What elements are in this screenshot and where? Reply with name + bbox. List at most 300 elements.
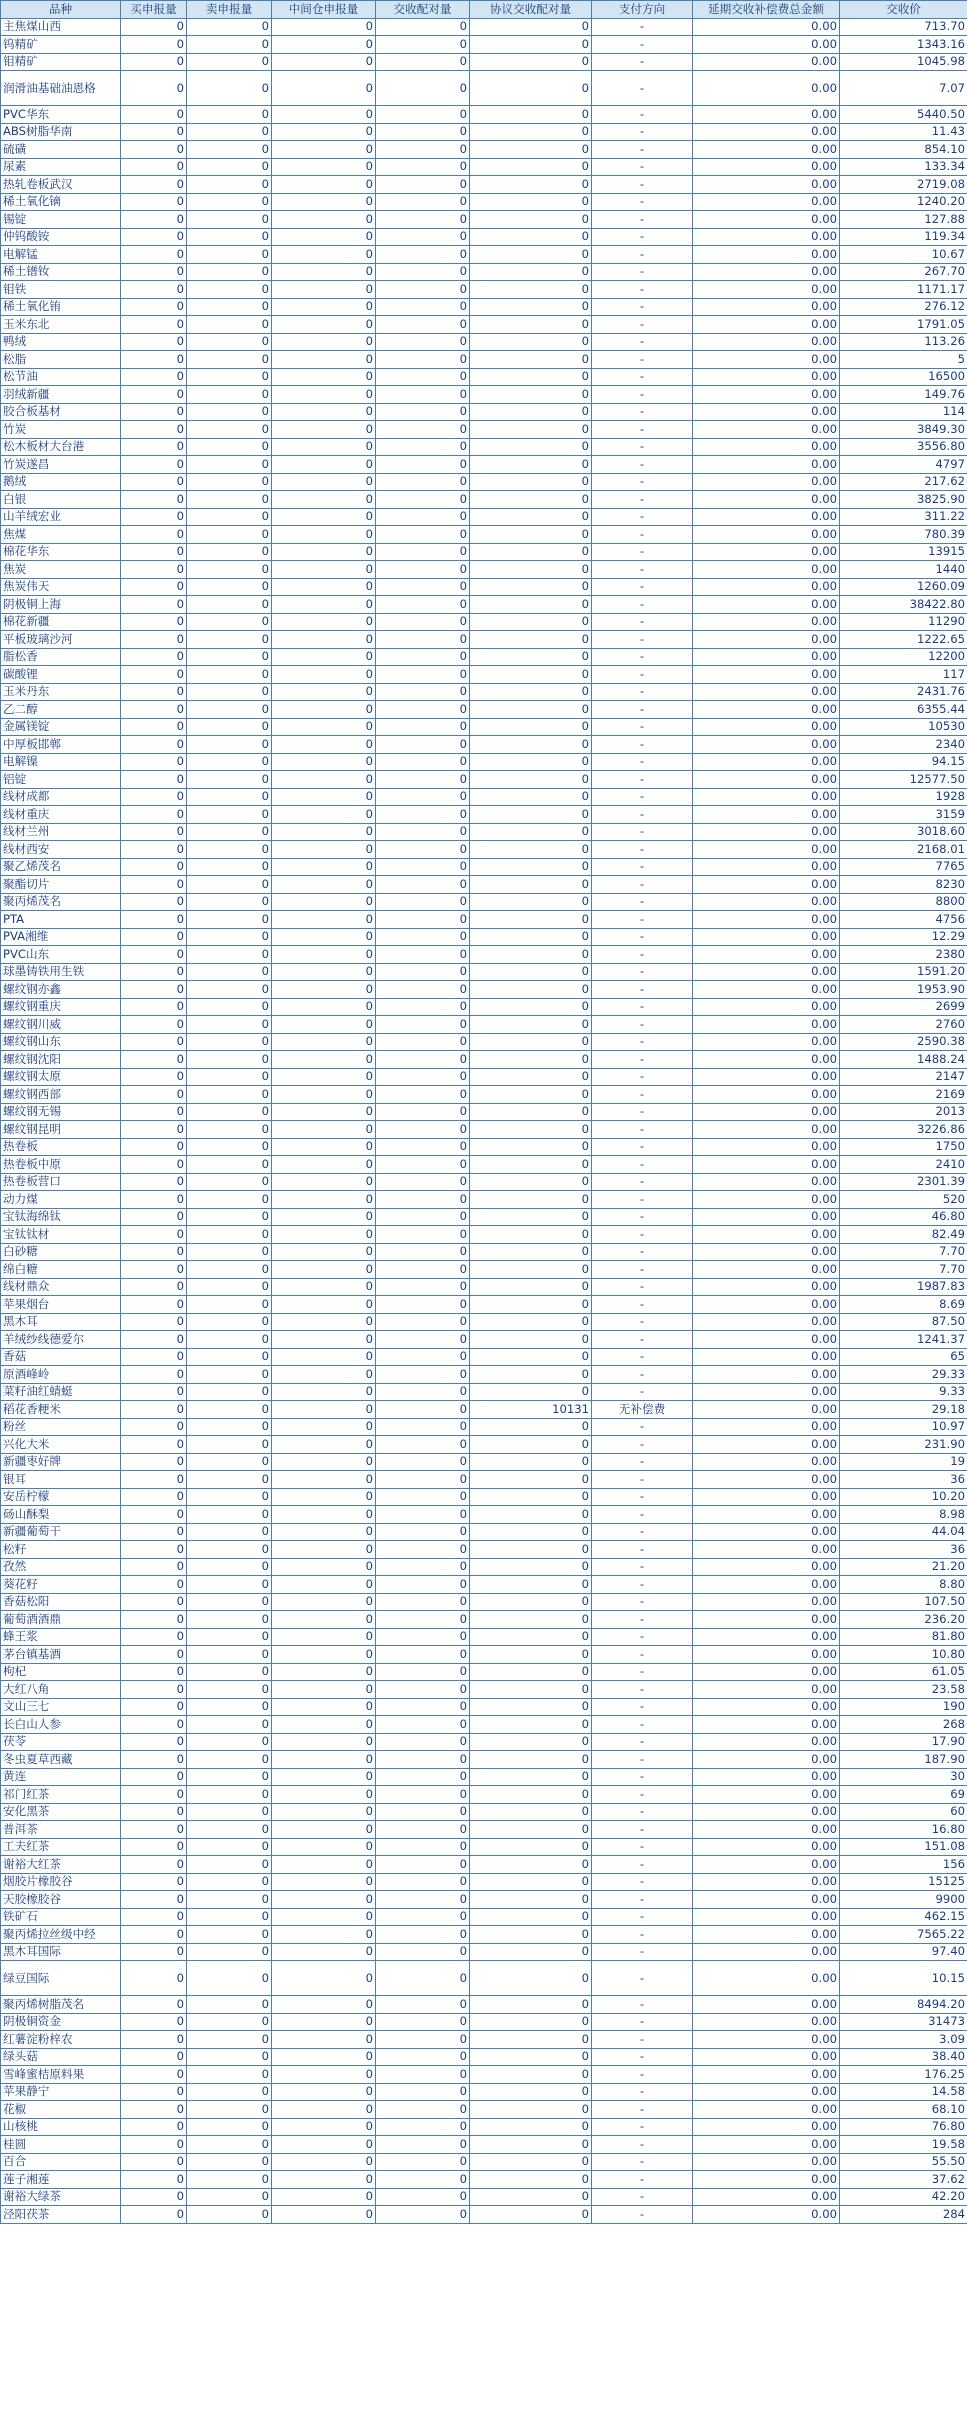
- cell-intermediate-volume: 0: [272, 2031, 376, 2049]
- cell-delivery-price: 29.18: [840, 1401, 967, 1419]
- cell-intermediate-volume: 0: [272, 2101, 376, 2119]
- cell-sell-volume: 0: [187, 2136, 272, 2154]
- table-row: [1, 666, 967, 684]
- cell-payment-direction: -: [592, 508, 693, 526]
- cell-variety: 螺纹钢川威: [1, 1016, 121, 1034]
- cell-delivery-price: 1171.17: [840, 281, 967, 299]
- table-row: [1, 123, 967, 141]
- cell-deferred-compensation-total: 0.00: [693, 1208, 840, 1226]
- cell-intermediate-volume: 0: [272, 1313, 376, 1331]
- cell-payment-direction: -: [592, 1786, 693, 1804]
- cell-deferred-compensation-total: 0.00: [693, 1488, 840, 1506]
- cell-payment-direction: -: [592, 788, 693, 806]
- cell-deferred-compensation-total: 0.00: [693, 228, 840, 246]
- cell-deferred-compensation-total: 0.00: [693, 998, 840, 1016]
- cell-delivery-price: 6355.44: [840, 701, 967, 719]
- cell-deferred-compensation-total: 0.00: [693, 841, 840, 859]
- cell-sell-volume: 0: [187, 1943, 272, 1961]
- cell-buy-volume: 0: [121, 1383, 187, 1401]
- cell-payment-direction: -: [592, 543, 693, 561]
- cell-intermediate-volume: 0: [272, 858, 376, 876]
- cell-intermediate-volume: 0: [272, 1296, 376, 1314]
- cell-buy-volume: 0: [121, 578, 187, 596]
- cell-buy-volume: 0: [121, 1103, 187, 1121]
- cell-buy-volume: 0: [121, 123, 187, 141]
- cell-matched-volume: 0: [376, 1891, 470, 1909]
- cell-deferred-compensation-total: 0.00: [693, 648, 840, 666]
- cell-buy-volume: 0: [121, 176, 187, 194]
- table-row: [1, 473, 967, 491]
- cell-payment-direction: -: [592, 438, 693, 456]
- cell-deferred-compensation-total: 0.00: [693, 263, 840, 281]
- cell-delivery-price: 268: [840, 1716, 967, 1734]
- cell-intermediate-volume: 0: [272, 36, 376, 54]
- cell-agreement-matched-volume: 0: [470, 1278, 592, 1296]
- cell-variety: 热卷板中原: [1, 1156, 121, 1174]
- cell-deferred-compensation-total: 0.00: [693, 351, 840, 369]
- cell-variety: 松籽: [1, 1541, 121, 1559]
- cell-agreement-matched-volume: 0: [470, 841, 592, 859]
- cell-sell-volume: 0: [187, 1768, 272, 1786]
- cell-delivery-price: 16500: [840, 368, 967, 386]
- cell-payment-direction: -: [592, 631, 693, 649]
- cell-delivery-price: 267.70: [840, 263, 967, 281]
- cell-variety: 线材兰州: [1, 823, 121, 841]
- cell-intermediate-volume: 0: [272, 421, 376, 439]
- cell-matched-volume: 0: [376, 176, 470, 194]
- cell-agreement-matched-volume: 0: [470, 1698, 592, 1716]
- cell-sell-volume: 0: [187, 1628, 272, 1646]
- cell-intermediate-volume: 0: [272, 771, 376, 789]
- table-row: [1, 2048, 967, 2066]
- cell-sell-volume: 0: [187, 36, 272, 54]
- cell-agreement-matched-volume: 0: [470, 666, 592, 684]
- cell-payment-direction: -: [592, 1593, 693, 1611]
- cell-agreement-matched-volume: 0: [470, 2013, 592, 2031]
- cell-sell-volume: 0: [187, 456, 272, 474]
- table-row: [1, 1453, 967, 1471]
- cell-variety: 谢裕大绿茶: [1, 2188, 121, 2206]
- cell-buy-volume: 0: [121, 1593, 187, 1611]
- cell-matched-volume: 0: [376, 368, 470, 386]
- cell-matched-volume: 0: [376, 2118, 470, 2136]
- cell-variety: 螺纹钢亦鑫: [1, 981, 121, 999]
- cell-delivery-price: 94.15: [840, 753, 967, 771]
- table-row: [1, 1908, 967, 1926]
- table-row: [1, 806, 967, 824]
- cell-intermediate-volume: 0: [272, 1418, 376, 1436]
- cell-matched-volume: 0: [376, 998, 470, 1016]
- table-row: [1, 228, 967, 246]
- cell-agreement-matched-volume: 0: [470, 106, 592, 124]
- cell-intermediate-volume: 0: [272, 1751, 376, 1769]
- cell-agreement-matched-volume: 0: [470, 596, 592, 614]
- cell-variety: 球墨铸铁用生铁: [1, 963, 121, 981]
- cell-buy-volume: 0: [121, 228, 187, 246]
- cell-variety: 稻花香粳米: [1, 1401, 121, 1419]
- cell-deferred-compensation-total: 0.00: [693, 2188, 840, 2206]
- table-row: [1, 683, 967, 701]
- cell-matched-volume: 0: [376, 508, 470, 526]
- cell-matched-volume: 0: [376, 1943, 470, 1961]
- cell-payment-direction: -: [592, 263, 693, 281]
- cell-deferred-compensation-total: 0.00: [693, 1383, 840, 1401]
- table-row: [1, 106, 967, 124]
- cell-payment-direction: -: [592, 211, 693, 229]
- table-row: [1, 1191, 967, 1209]
- cell-agreement-matched-volume: 0: [470, 176, 592, 194]
- cell-intermediate-volume: 0: [272, 1401, 376, 1419]
- cell-sell-volume: 0: [187, 1593, 272, 1611]
- table-row: [1, 36, 967, 54]
- table-row: [1, 823, 967, 841]
- cell-agreement-matched-volume: 0: [470, 508, 592, 526]
- cell-delivery-price: 236.20: [840, 1611, 967, 1629]
- cell-buy-volume: 0: [121, 1803, 187, 1821]
- cell-intermediate-volume: 0: [272, 2153, 376, 2171]
- cell-matched-volume: 0: [376, 1173, 470, 1191]
- table-row: [1, 1051, 967, 1069]
- cell-intermediate-volume: 0: [272, 71, 376, 106]
- cell-sell-volume: 0: [187, 841, 272, 859]
- cell-payment-direction: -: [592, 1471, 693, 1489]
- cell-buy-volume: 0: [121, 1838, 187, 1856]
- cell-delivery-price: 1260.09: [840, 578, 967, 596]
- cell-sell-volume: 0: [187, 911, 272, 929]
- cell-agreement-matched-volume: 0: [470, 1033, 592, 1051]
- cell-payment-direction: -: [592, 1418, 693, 1436]
- cell-agreement-matched-volume: 0: [470, 963, 592, 981]
- cell-deferred-compensation-total: 0.00: [693, 1768, 840, 1786]
- cell-buy-volume: 0: [121, 2136, 187, 2154]
- cell-agreement-matched-volume: 0: [470, 316, 592, 334]
- cell-delivery-price: 276.12: [840, 298, 967, 316]
- cell-variety: ABS树脂华南: [1, 123, 121, 141]
- cell-payment-direction: -: [592, 193, 693, 211]
- cell-matched-volume: 0: [376, 701, 470, 719]
- cell-intermediate-volume: 0: [272, 1961, 376, 1996]
- cell-payment-direction: -: [592, 1558, 693, 1576]
- cell-buy-volume: 0: [121, 106, 187, 124]
- cell-matched-volume: 0: [376, 1138, 470, 1156]
- cell-deferred-compensation-total: 0.00: [693, 106, 840, 124]
- cell-agreement-matched-volume: 0: [470, 386, 592, 404]
- cell-delivery-price: 117: [840, 666, 967, 684]
- cell-agreement-matched-volume: 0: [470, 2118, 592, 2136]
- table-row: [1, 1121, 967, 1139]
- cell-matched-volume: 0: [376, 2206, 470, 2224]
- cell-delivery-price: 2168.01: [840, 841, 967, 859]
- cell-payment-direction: -: [592, 1576, 693, 1594]
- cell-matched-volume: 0: [376, 1996, 470, 2014]
- cell-variety: 天胶橡胶谷: [1, 1891, 121, 1909]
- cell-buy-volume: 0: [121, 1681, 187, 1699]
- table-row: [1, 1488, 967, 1506]
- cell-payment-direction: -: [592, 368, 693, 386]
- cell-payment-direction: -: [592, 823, 693, 841]
- cell-sell-volume: 0: [187, 421, 272, 439]
- cell-buy-volume: 0: [121, 2013, 187, 2031]
- cell-matched-volume: 0: [376, 246, 470, 264]
- cell-matched-volume: 0: [376, 1051, 470, 1069]
- cell-intermediate-volume: 0: [272, 1856, 376, 1874]
- cell-deferred-compensation-total: 0.00: [693, 526, 840, 544]
- cell-intermediate-volume: 0: [272, 2171, 376, 2189]
- cell-agreement-matched-volume: 0: [470, 1051, 592, 1069]
- table-row: [1, 1558, 967, 1576]
- cell-intermediate-volume: 0: [272, 1488, 376, 1506]
- cell-sell-volume: 0: [187, 771, 272, 789]
- table-row: [1, 351, 967, 369]
- cell-payment-direction: -: [592, 1086, 693, 1104]
- table-row: [1, 1138, 967, 1156]
- cell-intermediate-volume: 0: [272, 1611, 376, 1629]
- cell-deferred-compensation-total: 0.00: [693, 561, 840, 579]
- cell-delivery-price: 81.80: [840, 1628, 967, 1646]
- cell-buy-volume: 0: [121, 351, 187, 369]
- cell-agreement-matched-volume: 0: [470, 2048, 592, 2066]
- cell-delivery-price: 3018.60: [840, 823, 967, 841]
- cell-sell-volume: 0: [187, 368, 272, 386]
- cell-deferred-compensation-total: 0.00: [693, 1278, 840, 1296]
- cell-intermediate-volume: 0: [272, 316, 376, 334]
- cell-matched-volume: 0: [376, 123, 470, 141]
- cell-sell-volume: 0: [187, 508, 272, 526]
- cell-deferred-compensation-total: 0.00: [693, 806, 840, 824]
- cell-matched-volume: 0: [376, 893, 470, 911]
- cell-variety: 热卷板营口: [1, 1173, 121, 1191]
- cell-deferred-compensation-total: 0.00: [693, 368, 840, 386]
- cell-agreement-matched-volume: 0: [470, 1471, 592, 1489]
- cell-intermediate-volume: 0: [272, 1873, 376, 1891]
- cell-agreement-matched-volume: 0: [470, 788, 592, 806]
- cell-intermediate-volume: 0: [272, 2118, 376, 2136]
- cell-delivery-price: 114: [840, 403, 967, 421]
- cell-delivery-price: 107.50: [840, 1593, 967, 1611]
- cell-sell-volume: 0: [187, 1891, 272, 1909]
- cell-variety: 铝锭: [1, 771, 121, 789]
- cell-agreement-matched-volume: 0: [470, 1488, 592, 1506]
- table-row: [1, 1366, 967, 1384]
- table-row: [1, 561, 967, 579]
- cell-variety: 羽绒新疆: [1, 386, 121, 404]
- cell-sell-volume: 0: [187, 1488, 272, 1506]
- cell-deferred-compensation-total: 0.00: [693, 736, 840, 754]
- cell-agreement-matched-volume: 0: [470, 1068, 592, 1086]
- cell-sell-volume: 0: [187, 981, 272, 999]
- cell-matched-volume: 0: [376, 1068, 470, 1086]
- cell-buy-volume: 0: [121, 893, 187, 911]
- cell-buy-volume: 0: [121, 508, 187, 526]
- cell-deferred-compensation-total: 0.00: [693, 1681, 840, 1699]
- table-row: [1, 141, 967, 159]
- cell-intermediate-volume: 0: [272, 1138, 376, 1156]
- cell-payment-direction: -: [592, 2118, 693, 2136]
- table-row: [1, 2031, 967, 2049]
- cell-matched-volume: 0: [376, 718, 470, 736]
- cell-intermediate-volume: 0: [272, 2048, 376, 2066]
- cell-delivery-price: 127.88: [840, 211, 967, 229]
- cell-payment-direction: -: [592, 1681, 693, 1699]
- cell-sell-volume: 0: [187, 1243, 272, 1261]
- cell-matched-volume: 0: [376, 1523, 470, 1541]
- cell-intermediate-volume: 0: [272, 106, 376, 124]
- cell-sell-volume: 0: [187, 858, 272, 876]
- cell-intermediate-volume: 0: [272, 176, 376, 194]
- table-row: [1, 1506, 967, 1524]
- cell-payment-direction: -: [592, 998, 693, 1016]
- cell-sell-volume: 0: [187, 1173, 272, 1191]
- cell-agreement-matched-volume: 0: [470, 1261, 592, 1279]
- cell-sell-volume: 0: [187, 2083, 272, 2101]
- cell-variety: 钼精矿: [1, 53, 121, 71]
- cell-buy-volume: 0: [121, 1296, 187, 1314]
- cell-delivery-price: 1750: [840, 1138, 967, 1156]
- cell-agreement-matched-volume: 0: [470, 491, 592, 509]
- cell-agreement-matched-volume: 0: [470, 1086, 592, 1104]
- cell-buy-volume: 0: [121, 71, 187, 106]
- cell-deferred-compensation-total: 0.00: [693, 1033, 840, 1051]
- cell-intermediate-volume: 0: [272, 1506, 376, 1524]
- cell-buy-volume: 0: [121, 1506, 187, 1524]
- cell-variety: 新疆枣好牌: [1, 1453, 121, 1471]
- cell-intermediate-volume: 0: [272, 876, 376, 894]
- cell-matched-volume: 0: [376, 841, 470, 859]
- table-row: [1, 2083, 967, 2101]
- cell-intermediate-volume: 0: [272, 1366, 376, 1384]
- cell-variety: 仲钨酸铵: [1, 228, 121, 246]
- cell-matched-volume: 0: [376, 1926, 470, 1944]
- cell-payment-direction: -: [592, 2206, 693, 2224]
- cell-buy-volume: 0: [121, 1331, 187, 1349]
- table-row: [1, 526, 967, 544]
- cell-buy-volume: 0: [121, 246, 187, 264]
- cell-agreement-matched-volume: 0: [470, 2101, 592, 2119]
- cell-variety: 螺纹钢西部: [1, 1086, 121, 1104]
- cell-buy-volume: 0: [121, 2066, 187, 2084]
- cell-payment-direction: -: [592, 316, 693, 334]
- cell-intermediate-volume: 0: [272, 298, 376, 316]
- cell-variety: 玉米东北: [1, 316, 121, 334]
- cell-intermediate-volume: 0: [272, 1628, 376, 1646]
- cell-deferred-compensation-total: 0.00: [693, 2118, 840, 2136]
- cell-payment-direction: -: [592, 1103, 693, 1121]
- cell-sell-volume: 0: [187, 613, 272, 631]
- cell-variety: 兴化大米: [1, 1436, 121, 1454]
- cell-delivery-price: 16.80: [840, 1821, 967, 1839]
- cell-matched-volume: 0: [376, 806, 470, 824]
- cell-deferred-compensation-total: 0.00: [693, 473, 840, 491]
- cell-variety: 文山三七: [1, 1698, 121, 1716]
- cell-sell-volume: 0: [187, 386, 272, 404]
- table-row: [1, 1348, 967, 1366]
- cell-delivery-price: 7.07: [840, 71, 967, 106]
- cell-deferred-compensation-total: 0.00: [693, 456, 840, 474]
- cell-agreement-matched-volume: 0: [470, 648, 592, 666]
- table-row: [1, 1628, 967, 1646]
- cell-deferred-compensation-total: 0.00: [693, 1226, 840, 1244]
- cell-buy-volume: 0: [121, 1348, 187, 1366]
- table-row: [1, 2206, 967, 2224]
- cell-deferred-compensation-total: 0.00: [693, 403, 840, 421]
- cell-buy-volume: 0: [121, 1891, 187, 1909]
- cell-delivery-price: 217.62: [840, 473, 967, 491]
- cell-payment-direction: -: [592, 1541, 693, 1559]
- cell-buy-volume: 0: [121, 1996, 187, 2014]
- cell-matched-volume: 0: [376, 53, 470, 71]
- cell-variety: 宝钛钛材: [1, 1226, 121, 1244]
- cell-delivery-price: 119.34: [840, 228, 967, 246]
- cell-matched-volume: 0: [376, 211, 470, 229]
- cell-variety: 线材鼎众: [1, 1278, 121, 1296]
- cell-delivery-price: 46.80: [840, 1208, 967, 1226]
- cell-sell-volume: 0: [187, 1646, 272, 1664]
- cell-deferred-compensation-total: 0.00: [693, 316, 840, 334]
- cell-sell-volume: 0: [187, 2188, 272, 2206]
- cell-deferred-compensation-total: 0.00: [693, 1156, 840, 1174]
- cell-buy-volume: 0: [121, 1558, 187, 1576]
- cell-deferred-compensation-total: 0.00: [693, 1628, 840, 1646]
- cell-matched-volume: 0: [376, 141, 470, 159]
- cell-variety: 聚乙烯茂名: [1, 858, 121, 876]
- cell-buy-volume: 0: [121, 788, 187, 806]
- cell-delivery-price: 36: [840, 1541, 967, 1559]
- cell-deferred-compensation-total: 0.00: [693, 578, 840, 596]
- cell-matched-volume: 0: [376, 1821, 470, 1839]
- cell-payment-direction: -: [592, 1366, 693, 1384]
- cell-buy-volume: 0: [121, 1243, 187, 1261]
- cell-matched-volume: 0: [376, 1366, 470, 1384]
- cell-payment-direction: -: [592, 1191, 693, 1209]
- cell-sell-volume: 0: [187, 578, 272, 596]
- table-row: [1, 648, 967, 666]
- cell-intermediate-volume: 0: [272, 736, 376, 754]
- cell-deferred-compensation-total: 0.00: [693, 543, 840, 561]
- cell-matched-volume: 0: [376, 438, 470, 456]
- cell-sell-volume: 0: [187, 1803, 272, 1821]
- cell-deferred-compensation-total: 0.00: [693, 1173, 840, 1191]
- cell-deferred-compensation-total: 0.00: [693, 666, 840, 684]
- cell-variety: 棉花新疆: [1, 613, 121, 631]
- cell-intermediate-volume: 0: [272, 1191, 376, 1209]
- cell-intermediate-volume: 0: [272, 998, 376, 1016]
- cell-delivery-price: 149.76: [840, 386, 967, 404]
- cell-sell-volume: 0: [187, 1453, 272, 1471]
- table-row: [1, 456, 967, 474]
- cell-delivery-price: 17.90: [840, 1733, 967, 1751]
- cell-delivery-price: 38.40: [840, 2048, 967, 2066]
- cell-matched-volume: 0: [376, 1278, 470, 1296]
- cell-intermediate-volume: 0: [272, 211, 376, 229]
- cell-matched-volume: 0: [376, 1786, 470, 1804]
- cell-variety: PVC山东: [1, 946, 121, 964]
- cell-payment-direction: -: [592, 421, 693, 439]
- cell-matched-volume: 0: [376, 1191, 470, 1209]
- cell-delivery-price: 38422.80: [840, 596, 967, 614]
- cell-agreement-matched-volume: 0: [470, 438, 592, 456]
- cell-agreement-matched-volume: 10131: [470, 1401, 592, 1419]
- cell-matched-volume: 0: [376, 1576, 470, 1594]
- cell-buy-volume: 0: [121, 1733, 187, 1751]
- cell-agreement-matched-volume: 0: [470, 753, 592, 771]
- table-body: [1, 18, 967, 2223]
- cell-payment-direction: -: [592, 701, 693, 719]
- cell-agreement-matched-volume: 0: [470, 543, 592, 561]
- cell-intermediate-volume: 0: [272, 578, 376, 596]
- cell-buy-volume: 0: [121, 421, 187, 439]
- table-row: [1, 53, 967, 71]
- cell-delivery-price: 713.70: [840, 18, 967, 36]
